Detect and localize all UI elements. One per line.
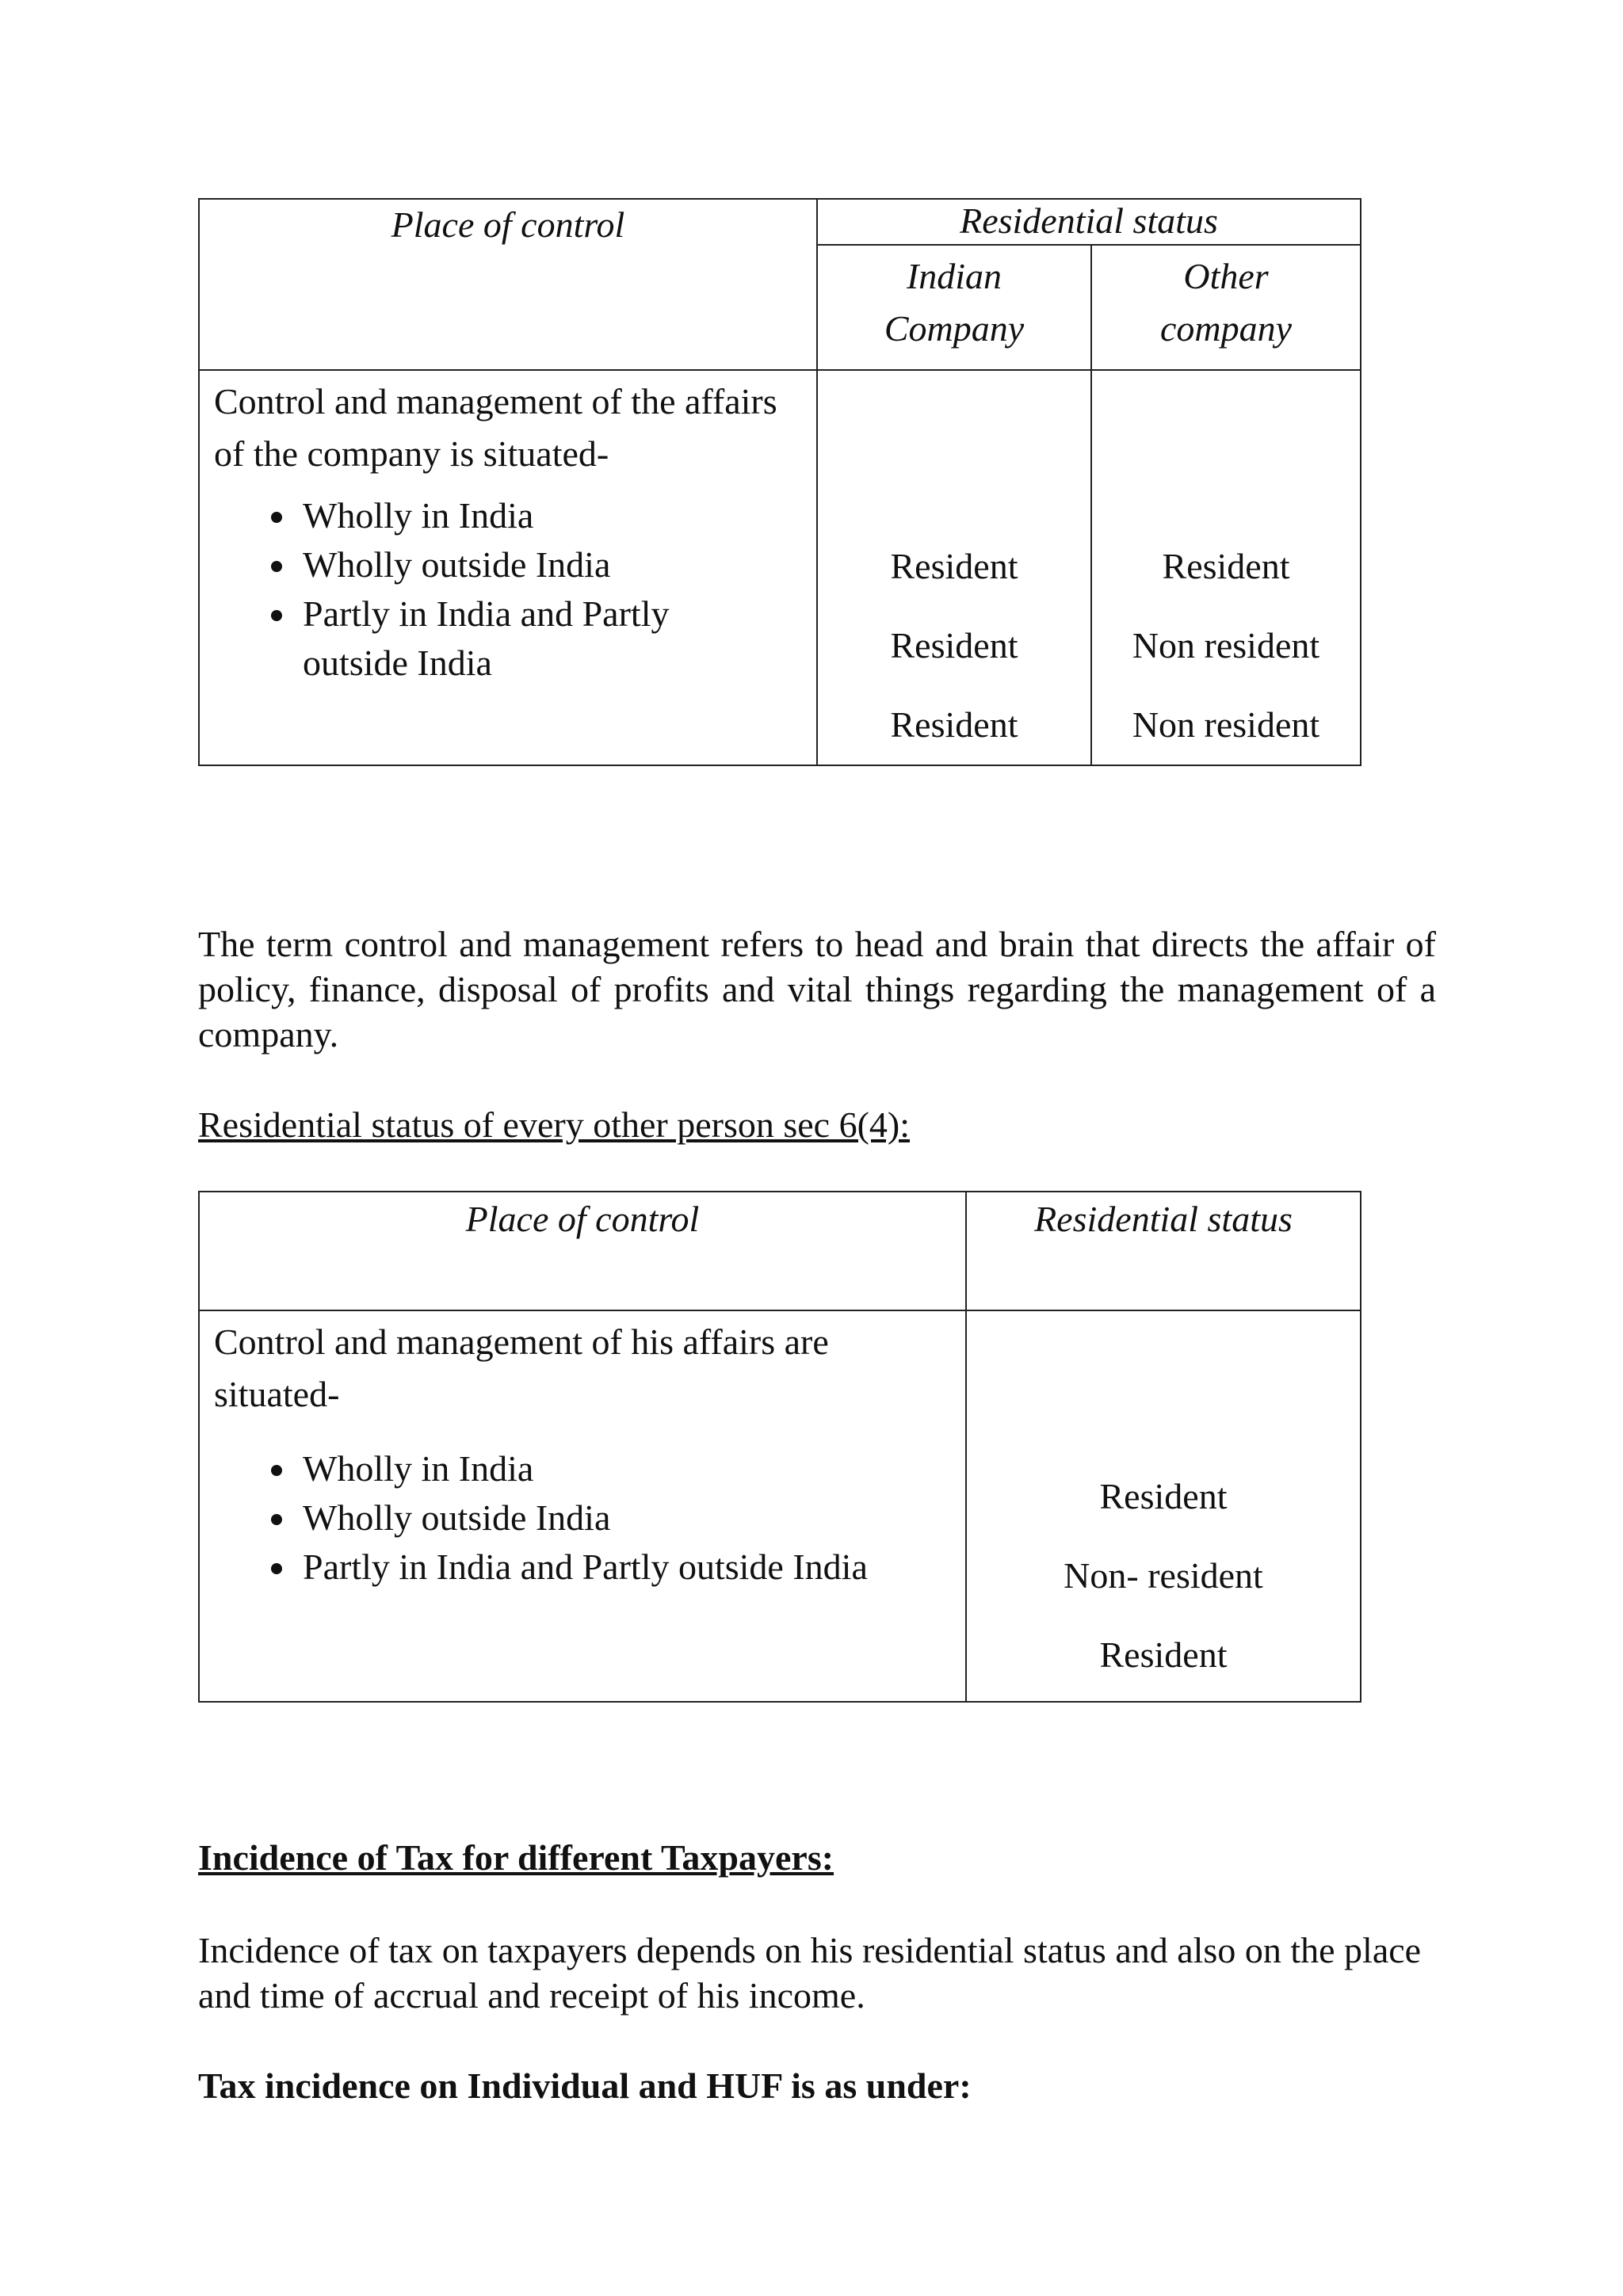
header-place-of-control: Place of control xyxy=(199,199,817,370)
subheader-other-company: Other company xyxy=(1091,245,1361,370)
company-residential-status-table xyxy=(198,198,1361,766)
other-person-subheading: Residential status of every other person sec 6(4): xyxy=(198,1104,911,1145)
place-cell xyxy=(199,1310,966,1702)
list-item: • Partly in India and Partly outside India xyxy=(298,589,742,688)
indian-company-values-cell xyxy=(817,370,1091,765)
status-values-cell xyxy=(966,1310,1361,1702)
subheader-indian-company: Indian Company xyxy=(817,245,1091,370)
status-value: Resident xyxy=(890,546,1018,586)
individual-huf-heading: Tax incidence on Individual and HUF is as under: xyxy=(198,2065,972,2106)
list-item: • Wholly in India xyxy=(298,1444,965,1493)
status-value: Resident xyxy=(1162,546,1290,586)
place-bullet-list xyxy=(200,1444,965,1592)
status-value: Resident xyxy=(1099,1476,1228,1516)
header-residential-status: Residential status xyxy=(966,1192,1361,1310)
header-place-of-control: Place of control xyxy=(199,1192,966,1310)
place-cell xyxy=(199,370,817,765)
other-company-values-cell xyxy=(1091,370,1361,765)
status-value: Non resident xyxy=(1132,704,1320,745)
place-lead-text: Control and management of his affairs are situated- xyxy=(214,1322,829,1414)
list-item: • Wholly in India xyxy=(298,491,742,540)
incidence-paragraph: Incidence of tax on taxpayers depends on his residential status and also on the place and time of accrual and receipt of his income. xyxy=(198,1930,1422,2016)
incidence-of-tax-heading: Incidence of Tax for different Taxpayers: xyxy=(198,1837,834,1878)
list-item: • Wholly outside India xyxy=(298,540,742,589)
place-lead-text: Control and management of the affairs of the company is situated- xyxy=(214,381,777,474)
other-person-residential-status-table xyxy=(198,1191,1361,1703)
list-item: • Partly in India and Partly outside India xyxy=(298,1543,965,1592)
control-management-paragraph: The term control and management refers to head and brain that directs the affair of policy, finance, disposal of profits and vital things regarding the management of a company. xyxy=(198,924,1436,1055)
status-value: Non- resident xyxy=(1064,1555,1263,1596)
place-bullet-list xyxy=(200,491,742,688)
status-value: Resident xyxy=(1099,1634,1228,1675)
list-item: • Wholly outside India xyxy=(298,1493,965,1543)
status-value: Non resident xyxy=(1132,625,1320,666)
status-value: Resident xyxy=(890,625,1018,666)
status-value: Resident xyxy=(890,704,1018,745)
header-residential-status: Residential status xyxy=(817,199,1361,245)
